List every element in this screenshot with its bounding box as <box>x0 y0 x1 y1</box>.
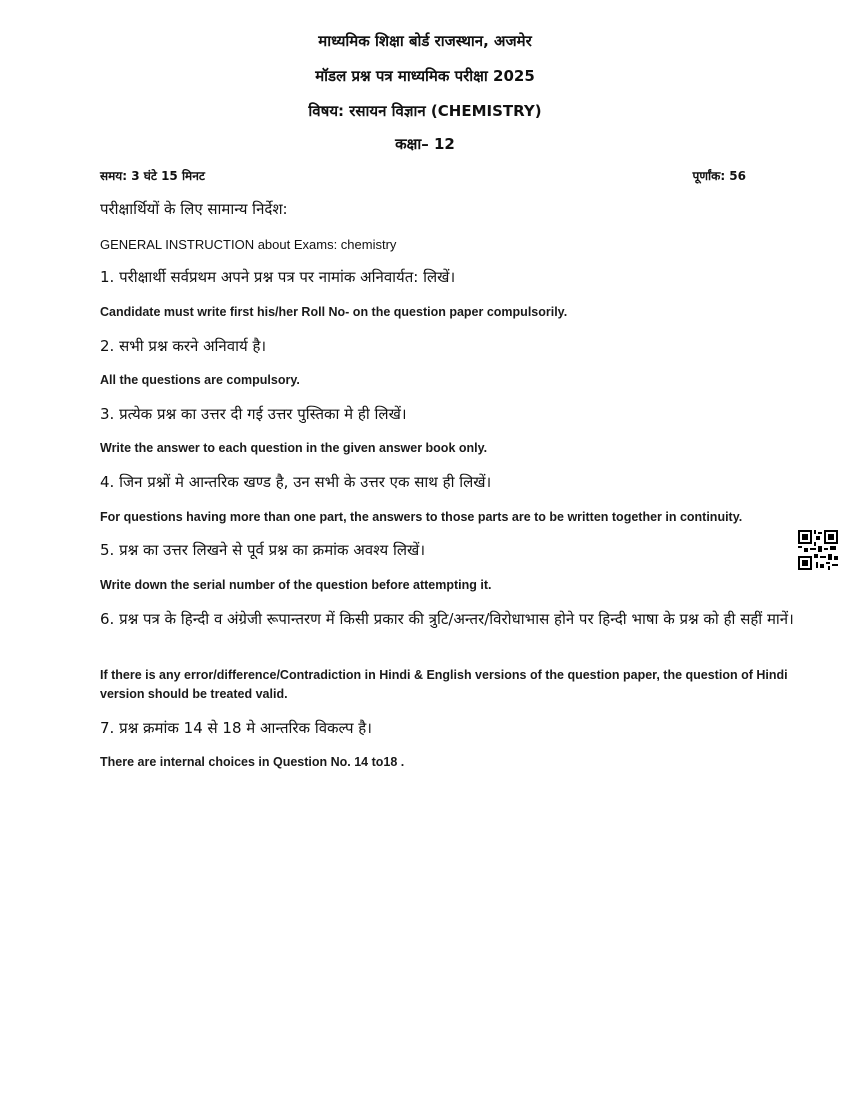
instruction-6-english: If there is any error/difference/Contradiction in Hindi & English versions of the question paper, the question of Hindi version should be treated valid. <box>100 668 788 701</box>
instruction-4-english: For questions having more than one part, the answers to those parts are to be written together in continuity. <box>100 510 743 524</box>
instruction-2-english: All the questions are compulsory. <box>100 373 300 387</box>
class-label: कक्षा– 12 <box>395 135 455 153</box>
instruction-7-english: There are internal choices in Question No. 14 to18 . <box>100 755 405 769</box>
instruction-6-hindi: 6. प्रश्न पत्र के हिन्दी व अंग्रेजी रूपान्तरण में किसी प्रकार की त्रुटि/अन्तर/विरोधाभास होने पर हिन्दी भाषा के प्रश्न को ही सहीं मानें। <box>100 610 794 628</box>
instruction-2-hindi: 2. सभी प्रश्न करने अनिवार्य है। <box>100 337 267 355</box>
time-label: समय: 3 घंटे 15 मिनट <box>100 169 205 183</box>
instruction-1-english: Candidate must write first his/her Roll No- on the question paper compulsorily. <box>100 305 568 319</box>
instruction-1-hindi: 1. परीक्षार्थी सर्वप्रथम अपने प्रश्न पत्र पर नामांक अनिवार्यत: लिखें। <box>100 268 456 286</box>
subject-title: विषय: रसायन विज्ञान (CHEMISTRY) <box>308 102 542 120</box>
max-marks-label: पूर्णांक: 56 <box>692 169 746 183</box>
instructions-heading-english: GENERAL INSTRUCTION about Exams: chemistry <box>100 237 397 252</box>
instruction-5-hindi: 5. प्रश्न का उत्तर लिखने से पूर्व प्रश्न का क्रमांक अवश्य लिखें। <box>100 541 426 559</box>
instruction-5-english: Write down the serial number of the question before attempting it. <box>100 578 492 592</box>
instruction-3-english: Write the answer to each question in the given answer book only. <box>100 441 488 455</box>
instruction-3-hindi: 3. प्रत्येक प्रश्न का उत्तर दी गई उत्तर पुस्तिका मे ही लिखें। <box>100 405 407 423</box>
instructions-heading-hindi: परीक्षार्थियों के लिए सामान्य निर्देश: <box>100 200 288 218</box>
instruction-4-hindi: 4. जिन प्रश्नों मे आन्तरिक खण्ड है, उन सभी के उत्तर एक साथ ही लिखें। <box>100 473 492 491</box>
instruction-7-hindi: 7. प्रश्न क्रमांक 14 से 18 मे आन्तरिक विकल्प है। <box>100 719 372 737</box>
qr-code-icon <box>798 530 838 570</box>
paper-title: मॉडल प्रश्न पत्र माध्यमिक परीक्षा 2025 <box>315 67 535 85</box>
board-title: माध्यमिक शिक्षा बोर्ड राजस्थान, अजमेर <box>318 32 532 50</box>
